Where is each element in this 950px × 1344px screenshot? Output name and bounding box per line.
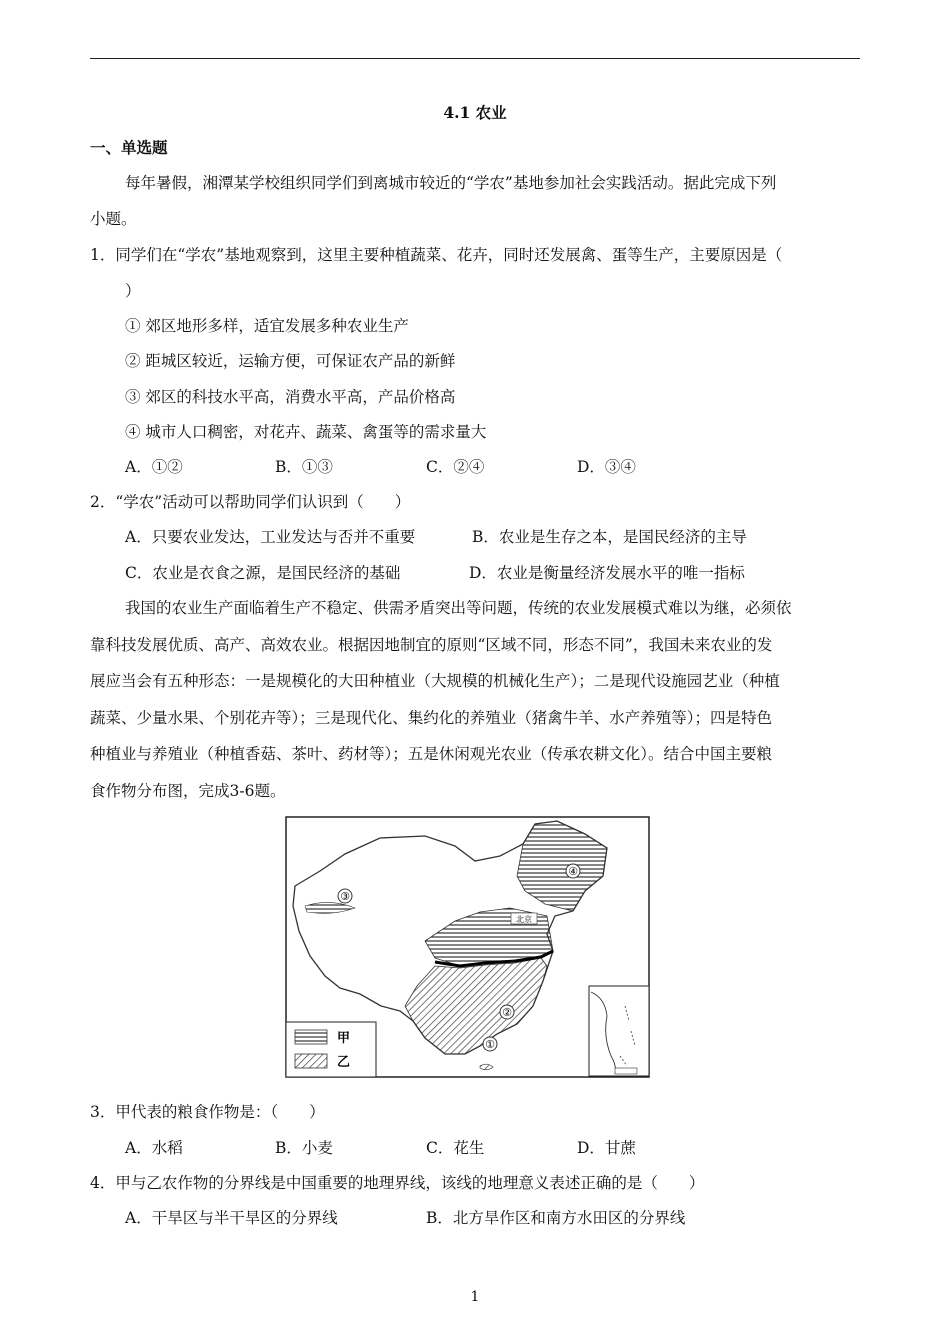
inset-scale-bar	[615, 1068, 637, 1074]
page-title: 4.1 农业	[443, 103, 507, 122]
section-heading: 一、单选题	[90, 138, 168, 157]
question-1-item-4: ④ 城市人口稠密，对花卉、蔬菜、禽蛋等的需求量大	[125, 423, 487, 441]
question-3-stem: 3．甲代表的粮食作物是：（ ）	[90, 1103, 325, 1121]
legend-label-jia: 甲	[337, 1031, 351, 1046]
question-4-option-b[interactable]: B．北方旱作区和南方水田区的分界线	[426, 1209, 686, 1227]
question-2-option-b[interactable]: B．农业是生存之本，是国民经济的主导	[472, 528, 747, 546]
question-1-item-1: ① 郊区地形多样，适宜发展多种农业生产	[125, 317, 409, 335]
intro-paragraph-2-line-3: 展应当会有五种形态：一是规模化的大田种植业（大规模的机械化生产）；二是现代设施园艺业（种植	[90, 672, 780, 690]
question-4-option-a[interactable]: A．干旱区与半干旱区的分界线	[125, 1209, 338, 1227]
question-1-option-c[interactable]: C．②④	[426, 458, 485, 476]
intro-paragraph-2-line-6: 食作物分布图，完成3-6题。	[90, 782, 286, 800]
question-1-option-a[interactable]: A．①②	[125, 458, 183, 476]
question-3-option-a[interactable]: A．水稻	[125, 1139, 183, 1157]
map-marker-2: ②	[502, 1006, 512, 1019]
question-1-stem-cont: ）	[125, 282, 141, 300]
china-grain-crop-map	[285, 816, 650, 1078]
intro-paragraph-2-line-5: 种植业与养殖业（种植香菇、茶叶、药材等）；五是休闲观光农业（传承农耕文化）。结合中国主要粮	[90, 745, 773, 763]
intro-paragraph-2-line-4: 蔬菜、少量水果、个别花卉等）；三是现代化、集约化的养殖业（猪禽牛羊、水产养殖等）；四是特色	[90, 709, 773, 727]
legend-swatch-yi	[295, 1054, 327, 1068]
map-marker-4: ④	[568, 865, 578, 878]
intro-paragraph-2-line-2: 靠科技发展优质、高产、高效农业。根据因地制宜的原则“区域不同，形态不同”，我国未来农业的发	[90, 636, 773, 654]
question-4-stem: 4．甲与乙农作物的分界线是中国重要的地理界线，该线的地理意义表述正确的是（ ）	[90, 1174, 705, 1192]
legend-swatch-jia	[295, 1030, 327, 1044]
intro-paragraph-1-cont: 小题。	[90, 210, 137, 228]
map-marker-1: ①	[485, 1038, 495, 1051]
header-rule	[90, 58, 860, 59]
map-city-label: 北京	[516, 915, 532, 924]
question-1-option-d[interactable]: D．③④	[577, 458, 636, 476]
question-3-option-d[interactable]: D．甘蔗	[577, 1139, 636, 1157]
intro-paragraph-1: 每年暑假，湘潭某学校组织同学们到离城市较近的“学农”基地参加社会实践活动。据此完成下列	[125, 174, 777, 192]
question-1-item-2: ② 距城区较近，运输方便，可保证农产品的新鲜	[125, 352, 456, 370]
map-marker-3: ③	[340, 890, 350, 903]
south-china-sea-inset	[589, 986, 649, 1076]
legend-label-yi: 乙	[337, 1055, 351, 1070]
question-1-item-3: ③ 郊区的科技水平高，消费水平高，产品价格高	[125, 388, 456, 406]
question-1-stem: 1．同学们在“学农”基地观察到，这里主要种植蔬菜、花卉，同时还发展禽、蛋等生产，主要原因是（	[90, 246, 783, 264]
page-number: 1	[470, 1289, 480, 1305]
question-2-option-d[interactable]: D．农业是衡量经济发展水平的唯一指标	[469, 564, 745, 582]
question-2-stem: 2．“学农”活动可以帮助同学们认识到（ ）	[90, 493, 411, 511]
question-3-option-b[interactable]: B．小麦	[275, 1139, 333, 1157]
intro-paragraph-2-line-1: 我国的农业生产面临着生产不稳定、供需矛盾突出等问题，传统的农业发展模式难以为继，必须依	[125, 599, 792, 617]
question-3-option-c[interactable]: C．花生	[426, 1139, 485, 1157]
question-2-option-c[interactable]: C．农业是衣食之源，是国民经济的基础	[125, 564, 401, 582]
question-2-option-a[interactable]: A．只要农业发达，工业发达与否并不重要	[125, 528, 416, 546]
question-1-option-b[interactable]: B．①③	[275, 458, 333, 476]
